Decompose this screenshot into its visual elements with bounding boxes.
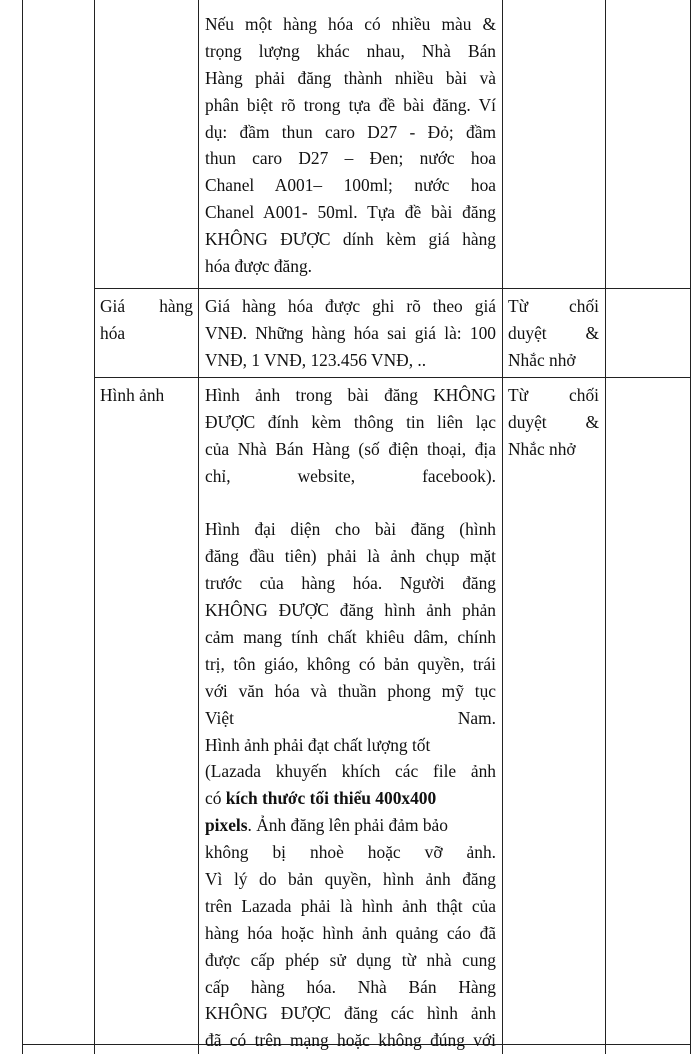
row3-label-cell: [100, 382, 193, 409]
row2-label-line: hóa: [100, 322, 126, 343]
row1-line: thun caro D27 – Đen; nước hoa: [205, 148, 496, 169]
table-border-right: [690, 0, 691, 1054]
row3-line: không bị nhoè hoặc vỡ ảnh.: [205, 842, 496, 863]
row3-line: Hình ảnh phải đạt chất lượng tốt: [205, 734, 431, 755]
row3-line: được cấp phép sử dụng từ nhà cung: [205, 949, 496, 970]
row2-content-cell: [205, 293, 496, 374]
table-border-col2: [198, 0, 199, 1054]
row1-line: KHÔNG ĐƯỢC dính kèm giá hàng: [205, 229, 496, 250]
row-divider-1: [94, 288, 691, 289]
table-border-col4: [605, 0, 606, 1054]
row3-bold-text: kích thước tối thiểu 400x400: [225, 788, 437, 809]
row3-line: (Lazada khuyến khích các file ảnh: [205, 761, 496, 782]
row3-action-cell: [508, 382, 599, 463]
row2-line: VNĐ. Những hàng hóa sai giá là: 100: [205, 322, 496, 343]
row3-bold-line: [205, 785, 496, 812]
row2-action-line: duyệt &: [508, 322, 599, 343]
table-border-left: [22, 0, 23, 1054]
row3-line: Hình ảnh trong bài đăng KHÔNG: [205, 385, 496, 405]
row3-action-line: duyệt &: [508, 411, 599, 432]
row3-bold-prefix: có: [205, 788, 226, 809]
row2-label-cell: [100, 293, 193, 347]
row3-line: Việt Nam.: [205, 707, 496, 728]
row1-line: dụ: đầm thun caro D27 - Đỏ; đầm: [205, 121, 496, 142]
row3-line: Vì lý do bản quyền, hình ảnh đăng: [205, 869, 496, 890]
row3-bold-text-2: pixels: [205, 815, 248, 836]
row3-line: chỉ, website, facebook).: [205, 465, 496, 486]
row3-bold-line-2: [205, 812, 496, 839]
row3-line: hàng hóa hoặc hình ảnh quảng cáo đã: [205, 922, 496, 943]
row3-line: cấp hàng hóa. Nhà Bán Hàng: [205, 976, 496, 997]
row1-content-cell: [205, 11, 496, 280]
row1-line: trọng lượng khác nhau, Nhà Bán: [205, 40, 496, 61]
row3-action-line: Từ chối: [508, 385, 599, 405]
row3-line: đăng đầu tiên) phải là ảnh chụp mặt: [205, 546, 496, 567]
row3-line: KHÔNG ĐƯỢC đăng hình ảnh phản: [205, 600, 496, 621]
row3-line: đã có trên mạng hoặc không đúng với: [205, 1030, 496, 1051]
table-border-col3: [502, 0, 503, 1054]
row3-content-cell: [205, 382, 496, 1054]
row1-line: hóa được đăng.: [205, 256, 312, 277]
row2-action-cell: [508, 293, 599, 374]
row1-line: Chanel A001– 100ml; nước hoa: [205, 175, 496, 196]
row3-line: KHÔNG ĐƯỢC đăng các hình ảnh: [205, 1003, 496, 1024]
row1-line: phân biệt rõ trong tựa đề bài đăng. Ví: [205, 94, 496, 115]
row3-line: của Nhà Bán Hàng (số điện thoại, địa: [205, 438, 496, 459]
row2-action-line: Nhắc nhở: [508, 349, 576, 370]
row2-action-line: Từ chối: [508, 296, 599, 316]
row1-line: Nếu một hàng hóa có nhiều màu &: [205, 14, 496, 34]
row3-line: trước của hàng hóa. Người đăng: [205, 573, 496, 594]
row3-action-line: Nhắc nhở: [508, 438, 576, 459]
row2-line: VNĐ, 1 VNĐ, 123.456 VNĐ, ..: [205, 349, 427, 370]
row1-line: Chanel A001- 50ml. Tựa đề bài đăng: [205, 202, 496, 223]
blank-line: [205, 490, 496, 517]
row3-line: cảm mang tính chất khiêu dâm, chính: [205, 627, 496, 648]
table-border-col1: [94, 0, 95, 1054]
row3-label-line: Hình ảnh: [100, 385, 165, 405]
row3-line: trên Lazada phải là hình ảnh thật của: [205, 895, 496, 916]
row2-line: Giá hàng hóa được ghi rõ theo giá: [205, 296, 496, 316]
row-divider-2: [94, 377, 691, 378]
row2-label-line: Giá hàng: [100, 296, 193, 316]
row3-line: với văn hóa và thuần phong mỹ tục: [205, 680, 496, 701]
row3-bold-suffix: . Ảnh đăng lên phải đảm bảo: [247, 815, 448, 836]
row3-line: trị, tôn giáo, không có bản quyền, trái: [205, 653, 496, 674]
row3-line: ĐƯỢC đính kèm thông tin liên lạc: [205, 411, 496, 432]
row3-line: Hình đại diện cho bài đăng (hình: [205, 519, 496, 540]
row1-line: Hàng phải đăng thành nhiều bài và: [205, 67, 496, 88]
